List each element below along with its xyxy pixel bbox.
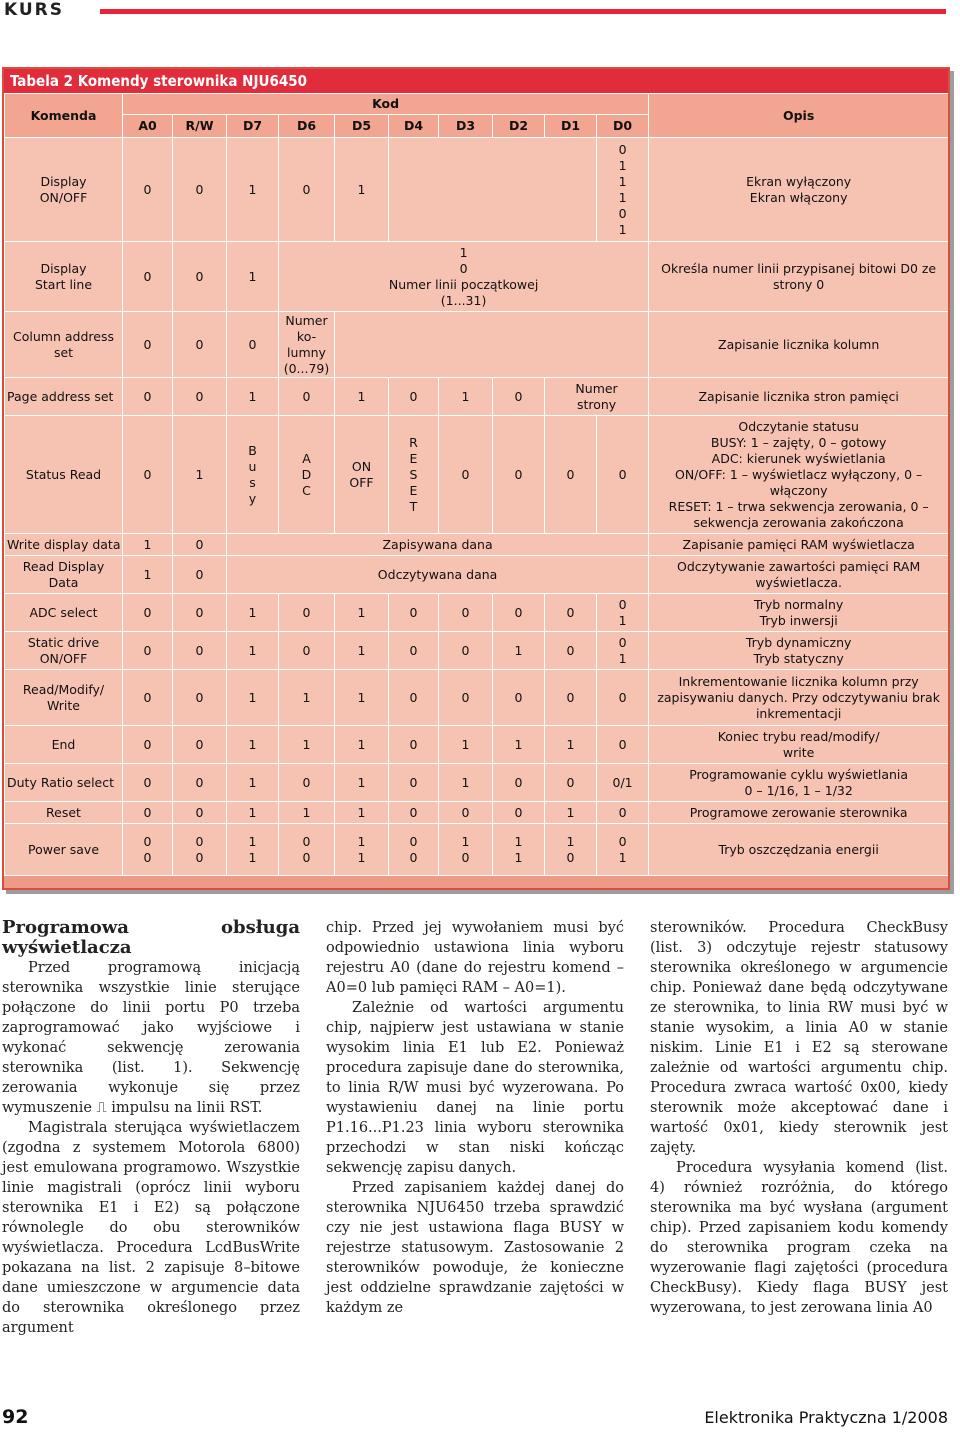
bit-cell: 0 [279,138,335,242]
bit-cell: 0 [123,594,173,632]
table-row [5,416,949,534]
command-name: Display Start line [5,242,123,312]
bit-cell: 1 [335,764,389,802]
command-description: Inkrementowanie licznika kolumn przy zapisywaniu danych. Przy odczytywaniu brak inkrementacji [649,670,949,726]
command-description: Zapisanie licznika kolumn [649,312,949,378]
header-opis: Opis [649,94,949,138]
bit-cell: 0 [123,312,173,378]
bit-cell: 0 [389,802,439,824]
bit-cell: 1 [439,764,493,802]
bit-cell: 0 [279,764,335,802]
bit-cell: 0 0 [389,824,439,876]
article-paragraph: Zależnie od wartości argumentu chip, najpierw jest ustawiana w stanie wysokim linia E1 lub E2. Ponieważ procedura zapisuje dane do sterownika, to linia R/W musi być wyzerowana. Po wystawieniu danej na linie portu P1.16...P1.23 linia wyboru sterownika przechodzi w stan niski kończąc sekwencję zapisu danych. [326,1000,624,1176]
header-accent-bar [100,9,946,14]
bit-cell: 1 [335,378,389,416]
command-table [4,93,949,876]
article-paragraph: sterowników. Procedura CheckBusy (list. 3) odczytuje rejestr statusowy sterownika określonego w argumencie chip. Ponieważ dane będą odczytywane ze sterownika, to linia RW musi być w stanie wysokim, a linia A0 w stanie niskim. Linie E1 i E2 są sterowane zależnie od wartości argumentu chip. Procedura zwraca wartość 0x00, kiedy sterownik może akceptować dane i wartość 0x01, kiedy sterownik jest zajęty. [650,920,948,1156]
bit-cell: 1 [227,726,279,764]
table-row [5,726,949,764]
header-bit-d5: D5 [335,115,389,138]
bit-cell: 0 0 [173,824,227,876]
bit-cell: 0 [545,594,597,632]
bit-cell: 0 [123,764,173,802]
bit-cell: 0 0 [279,824,335,876]
table-row [5,594,949,632]
command-description: Określa numer linii przypisanej bitowi D0 ze strony 0 [649,242,949,312]
bit-cell: ON OFF [335,416,389,534]
command-description: Koniec trybu read/modify/ write [649,726,949,764]
bit-cell: 0 [123,802,173,824]
bit-cell: 1 [227,378,279,416]
bit-cell: 1 [335,670,389,726]
bit-cell: 1 1 [335,824,389,876]
command-name: Power save [5,824,123,876]
command-description: Programowe zerowanie sterownika [649,802,949,824]
bit-cell: 0 [123,378,173,416]
header-bit-d4: D4 [389,115,439,138]
bit-cell: 1 [335,726,389,764]
bit-cell: 0 [545,670,597,726]
bit-cell: 0 [123,138,173,242]
table-row [5,670,949,726]
bit-cell: 0 [493,802,545,824]
command-description: Odczytanie statusu BUSY: 1 – zajęty, 0 – gotowy ADC: kierunek wyświetlania ON/OFF: 1 – wyświetlacz wyłączony, 0 – włączony RESET: 1 – trwa sekwencja zerowania, 0 – sekwencja zerowania zakończona [649,416,949,534]
header-bit-d0: D0 [597,115,649,138]
bit-cell: 0 [123,670,173,726]
bit-cell: 0 [279,378,335,416]
bit-cell: R E S E T [389,416,439,534]
bit-cell: 0 [123,242,173,312]
bit-cell: 0 [173,242,227,312]
command-description: Tryb dynamiczny Tryb statyczny [649,632,949,670]
bit-cell: 1 [279,726,335,764]
bit-cell-empty [335,312,649,378]
article-column-3 [650,918,948,1318]
article-paragraph: Magistrala sterująca wyświetlaczem (zgodna z systemem Motorola 6800) jest emulowana programowo. Wszystkie linie magistrali (oprócz linii wyboru sterownika E1 i E2) są połączone równolegle do obu sterowników wyświetlacza. Procedura LcdBusWrite pokazana na list. 2 zapisuje 8–bitowe dane umieszczone w argumencie data do sterownika określonego przez argument [2,1120,300,1336]
bit-cell: 0 [439,802,493,824]
command-name: Column address set [5,312,123,378]
bit-cell: B u s y [227,416,279,534]
command-table-box [2,67,950,890]
bit-cell: 1 0 [545,824,597,876]
command-name: End [5,726,123,764]
command-description: Zapisanie pamięci RAM wyświetlacza [649,534,949,556]
article-paragraph: chip. Przed jej wywołaniem musi być odpowiednio ustawiona linia wyboru rejestru A0 (dane do rejestru komend – A0=0 lub pamięci RAM – A0=1). [326,920,624,996]
bit-cell: 1 [439,378,493,416]
bit-cell: 0 [439,416,493,534]
bit-cell: 1 [123,556,173,594]
header-komenda: Komenda [5,94,123,138]
bit-cell: 0 [439,670,493,726]
bit-field: Numer strony [545,378,649,416]
bit-cell: 0 [173,764,227,802]
bit-cell: 1 [173,416,227,534]
bit-cell: 0 0 [123,824,173,876]
table-row [5,802,949,824]
bit-cell: 0 [493,416,545,534]
table-row [5,824,949,876]
bit-cell: 0 [389,378,439,416]
bit-cell: 0 [173,802,227,824]
table-row [5,378,949,416]
bit-cell: 0 [389,764,439,802]
bit-cell: 0 [545,764,597,802]
command-name: Display ON/OFF [5,138,123,242]
bit-cell: 0 [173,726,227,764]
table-row [5,242,949,312]
article-heading: Programowa obsługa wyświetlacza [2,917,300,958]
bit-cell: 0 [173,670,227,726]
bit-cell: 1 [227,138,279,242]
bit-cell: 0 [123,726,173,764]
header-bit-d1: D1 [545,115,597,138]
page-number: 92 [2,1406,29,1428]
command-description: Ekran wyłączony Ekran włączony [649,138,949,242]
bit-cell: 0 1 1 1 0 1 [597,138,649,242]
bit-cell: 0 [597,726,649,764]
bit-cell: 0 [227,312,279,378]
bit-cell: 0 [389,594,439,632]
magazine-issue: Elektronika Praktyczna 1/2008 [704,1408,948,1427]
command-name: Write display data [5,534,123,556]
bit-cell: 1 1 [227,824,279,876]
bit-cell: 1 [439,726,493,764]
bit-cell: 1 [335,632,389,670]
bit-cell: 1 [227,802,279,824]
table-row [5,138,949,242]
bit-cell: 0 [173,138,227,242]
table-row [5,556,949,594]
command-name: Status Read [5,416,123,534]
bit-cell: 1 [493,632,545,670]
section-label: KURS [4,0,65,20]
command-name: Read Display Data [5,556,123,594]
bit-cell: 1 [279,802,335,824]
bit-cell: 0 [493,764,545,802]
bit-cell: 0 [597,802,649,824]
table-title: Tabela 2 Komendy sterownika NJU6450 [4,69,948,93]
bit-cell: 0 [279,632,335,670]
bit-cell: 1 1 [493,824,545,876]
command-description: Tryb oszczędzania energii [649,824,949,876]
bit-cell: 0 [389,632,439,670]
bit-cell: 0 [493,378,545,416]
command-description: Programowanie cyklu wyświetlania 0 – 1/16, 1 – 1/32 [649,764,949,802]
bit-cell: 1 [227,670,279,726]
bit-cell: 1 [123,534,173,556]
bit-cell: 1 [335,138,389,242]
header-bit-rw: R/W [173,115,227,138]
bit-cell: 1 [335,802,389,824]
table-row [5,632,949,670]
bit-cell: 0 [173,378,227,416]
table-row [5,764,949,802]
bit-cell: 1 [545,802,597,824]
header-kod: Kod [123,94,649,115]
bit-cell: A D C [279,416,335,534]
bit-cell: 0 [389,670,439,726]
command-name: Static drive ON/OFF [5,632,123,670]
bit-field: Numer ko- lumny (0...79) [279,312,335,378]
command-name: Page address set [5,378,123,416]
bit-cell: 0 [493,594,545,632]
bit-cell: 0/1 [597,764,649,802]
bit-field: Odczytywana dana [227,556,649,594]
header-bit-d6: D6 [279,115,335,138]
article-column-1 [2,918,300,1338]
article-paragraph: Procedura wysyłania komend (list. 4) również rozróżnia, do którego sterownika ma być wysłana (argument chip). Przed zapisaniem kodu komendy do sterownika program czeka na wyzerowanie flagi zajętości (procedura CheckBusy). Kiedy flaga BUSY jest wyzerowana, to jest zerowana linia A0 [650,1160,948,1316]
header-bit-d3: D3 [439,115,493,138]
header-bit-a0: A0 [123,115,173,138]
command-name: ADC select [5,594,123,632]
bit-cell: 0 [173,556,227,594]
bit-cell: 1 [227,632,279,670]
command-name: Read/Modify/ Write [5,670,123,726]
command-description: Odczytywanie zawartości pamięci RAM wyświetlacza. [649,556,949,594]
bit-cell: 0 [279,594,335,632]
bit-cell-empty [389,138,597,242]
bit-cell: 1 [279,670,335,726]
bit-cell: 0 [545,632,597,670]
bit-cell: 0 1 [597,594,649,632]
bit-cell: 1 0 [439,824,493,876]
bit-cell: 1 [227,764,279,802]
command-name: Reset [5,802,123,824]
bit-cell: 0 [597,416,649,534]
bit-field: 1 0 Numer linii początkowej (1...31) [279,242,649,312]
bit-cell: 0 [439,632,493,670]
header-bit-d7: D7 [227,115,279,138]
bit-cell: 0 [123,632,173,670]
table-row [5,312,949,378]
article-paragraph: Przed zapisaniem każdej danej do sterownika NJU6450 trzeba sprawdzić czy nie jest ustawiona flaga BUSY w rejestrze statusowym. Zastosowanie 2 sterowników powoduje, że konieczne jest oddzielne sprawdzanie zajętości w każdym ze [326,1180,624,1316]
command-name: Duty Ratio select [5,764,123,802]
bit-cell: 0 [389,726,439,764]
bit-cell: 0 [123,416,173,534]
bit-cell: 1 [545,726,597,764]
table-row [5,534,949,556]
bit-cell: 0 [545,416,597,534]
bit-cell: 0 [173,534,227,556]
bit-cell: 1 [227,242,279,312]
bit-cell: 0 [493,670,545,726]
bit-cell: 1 [493,726,545,764]
bit-cell: 0 1 [597,632,649,670]
header-bit-d2: D2 [493,115,545,138]
article-column-2 [326,918,624,1318]
bit-cell: 1 [227,594,279,632]
bit-cell: 0 [173,312,227,378]
bit-cell: 0 [173,594,227,632]
bit-cell: 0 [597,670,649,726]
bit-cell: 0 [439,594,493,632]
bit-cell: 0 [173,632,227,670]
article-paragraph: Przed programową inicjacją sterownika wszystkie linie sterujące połączone do linii portu P0 trzeba zaprogramować jako wyjściowe i wykonać sekwencję zerowania sterownika (list. 1). Sekwencję zerowania wykonuje się przez wymuszenie ⎍ impulsu na linii RST. [2,960,300,1116]
bit-cell: 1 [335,594,389,632]
command-description: Zapisanie licznika stron pamięci [649,378,949,416]
bit-field: Zapisywana dana [227,534,649,556]
command-description: Tryb normalny Tryb inwersji [649,594,949,632]
bit-cell: 0 1 [597,824,649,876]
